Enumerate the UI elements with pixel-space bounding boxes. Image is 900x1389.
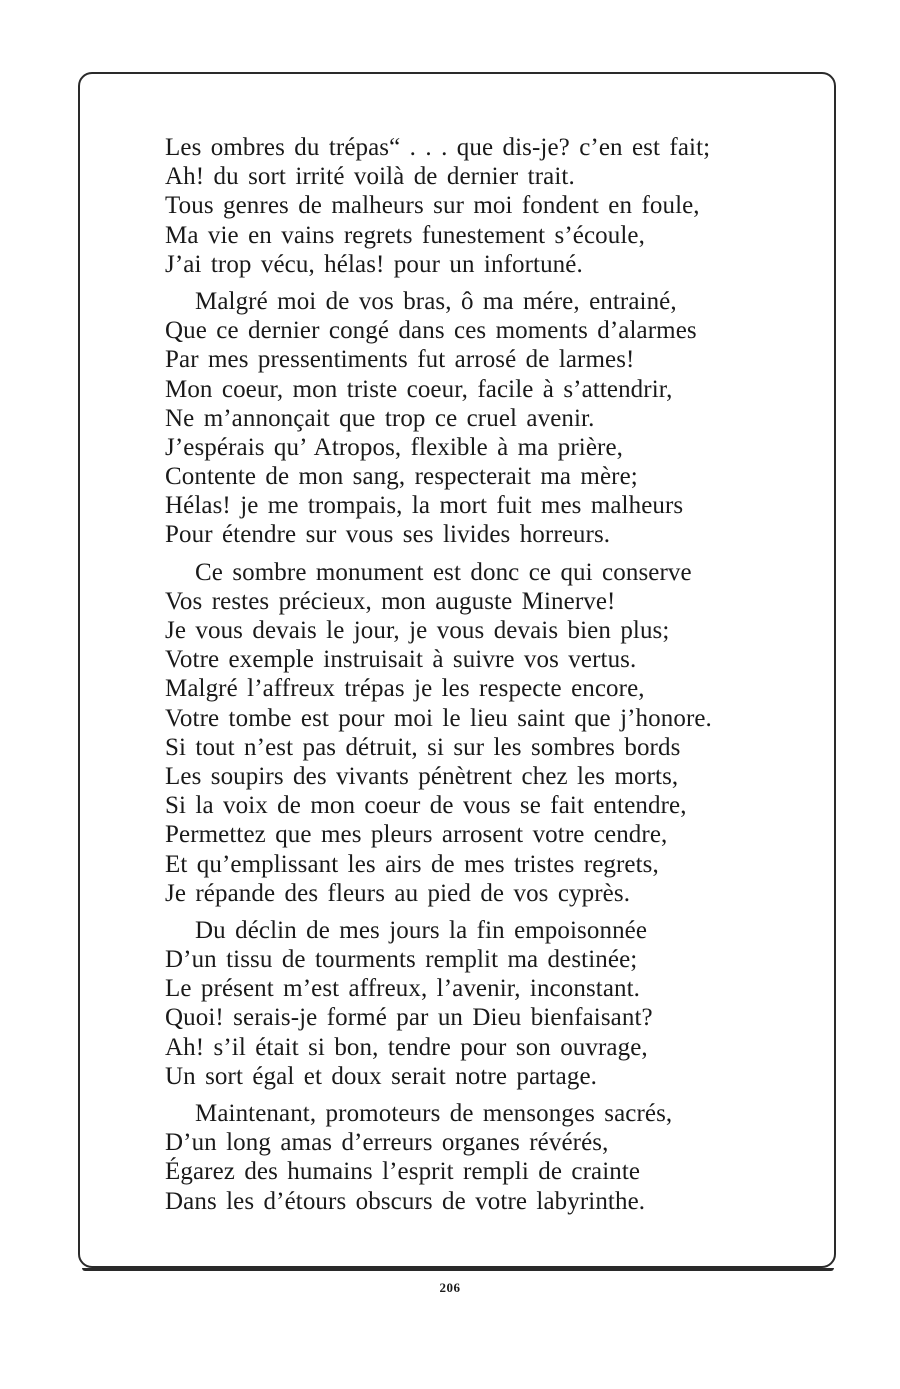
stanza-3 bbox=[165, 558, 805, 908]
verse-line: Et qu’emplissant les airs de mes tristes regrets, bbox=[165, 850, 659, 878]
page-border-shadow bbox=[82, 1268, 834, 1271]
page-number: 206 bbox=[439, 1280, 461, 1295]
verse-line: Si la voix de mon coeur de vous se fait entendre, bbox=[165, 792, 687, 820]
verse-line: Les ombres du trépas“ . . . que dis-je? c’en est fait; bbox=[165, 134, 711, 161]
verse-line: J’ai trop vécu, hélas! pour un infortuné. bbox=[165, 250, 583, 278]
verse-line: Je répande des fleurs au pied de vos cyprès. bbox=[165, 879, 631, 907]
stanza-2 bbox=[165, 287, 805, 550]
verse-line: Les soupirs des vivants pénètrent chez les morts, bbox=[165, 762, 679, 790]
verse-line: Que ce dernier congé dans ces moments d’alarmes bbox=[165, 317, 697, 345]
verse-line: Votre tombe est pour moi le lieu saint que j’honore. bbox=[165, 704, 712, 732]
verse-line: Ah! s’il était si bon, tendre pour son ouvrage, bbox=[165, 1033, 648, 1061]
verse-line: Tous genres de malheurs sur moi fondent en foule, bbox=[165, 192, 700, 220]
verse-line: Vos restes précieux, mon auguste Minerve! bbox=[165, 587, 616, 615]
verse-line: Dans les d’étours obscurs de votre labyrinthe. bbox=[165, 1187, 646, 1215]
verse-line: Ah! du sort irrité voilà de dernier trait. bbox=[165, 163, 575, 191]
verse-line: Votre exemple instruisait à suivre vos vertus. bbox=[165, 646, 637, 674]
verse-line: Le présent m’est affreux, l’avenir, inconstant. bbox=[165, 975, 641, 1003]
verse-line: Ma vie en vains regrets funestement s’écoule, bbox=[165, 221, 645, 249]
verse-line: Par mes pressentiments fut arrosé de larmes! bbox=[165, 346, 635, 374]
verse-line: Quoi! serais-je formé par un Dieu bienfaisant? bbox=[165, 1004, 653, 1032]
verse-line: Malgré moi de vos bras, ô ma mére, entrainé, bbox=[195, 287, 677, 315]
verse-line: Pour étendre sur vous ses livides horreurs. bbox=[165, 521, 611, 549]
verse-line: Je vous devais le jour, je vous devais bien plus; bbox=[165, 617, 670, 644]
verse-line: Mon coeur, mon triste coeur, facile à s’attendrir, bbox=[165, 375, 673, 403]
verse-line: D’un tissu de tourments remplit ma destinée; bbox=[165, 946, 638, 974]
stanza-4 bbox=[165, 916, 805, 1091]
verse-line: Si tout n’est pas détruit, si sur les sombres bords bbox=[165, 733, 681, 761]
stanza-1 bbox=[165, 133, 805, 279]
verse-line: Ce sombre monument est donc ce qui conserve bbox=[195, 558, 692, 586]
verse-line: Permettez que mes pleurs arrosent votre cendre, bbox=[165, 821, 668, 849]
verse-line: D’un long amas d’erreurs organes révérés, bbox=[165, 1129, 609, 1157]
verse-line: Hélas! je me trompais, la mort fuit mes malheurs bbox=[165, 492, 684, 520]
verse-line: Du déclin de mes jours la fin empoisonnée bbox=[195, 916, 648, 944]
stanza-5 bbox=[165, 1099, 805, 1216]
verse-line: Égarez des humains l’esprit rempli de crainte bbox=[165, 1158, 641, 1186]
poem-body bbox=[165, 133, 805, 1216]
verse-line: Ne m’annonçait que trop ce cruel avenir. bbox=[165, 404, 595, 432]
verse-line: Maintenant, promoteurs de mensonges sacrés, bbox=[195, 1100, 673, 1127]
verse-line: Contente de mon sang, respecterait ma mère; bbox=[165, 463, 638, 491]
verse-line: J’espérais qu’ Atropos, flexible à ma prière, bbox=[165, 433, 623, 461]
verse-line: Malgré l’affreux trépas je les respecte encore, bbox=[165, 675, 645, 703]
verse-line: Un sort égal et doux serait notre partage. bbox=[165, 1062, 597, 1090]
